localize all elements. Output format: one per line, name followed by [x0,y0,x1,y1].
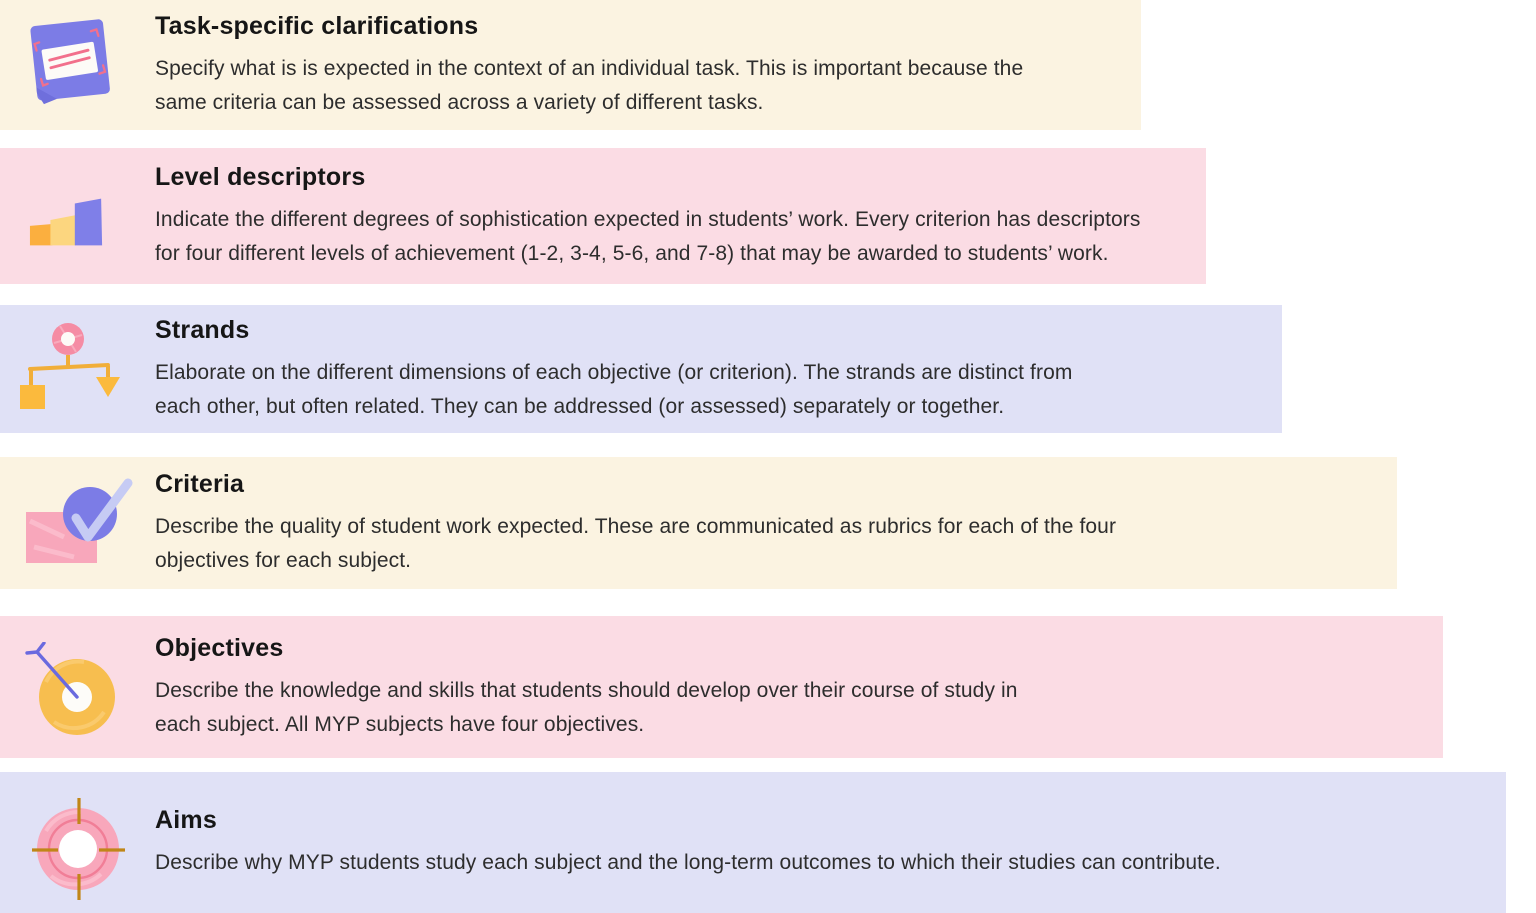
row-description-line: same criteria can be assessed across a variety of different tasks. [155,90,764,114]
row-title: Aims [155,806,217,834]
row-description-line: Indicate the different degrees of sophistication expected in students’ work. Every criterion has descriptors [155,207,1141,231]
target-crosshair-icon [26,786,130,913]
row-title: Task-specific clarifications [155,11,479,40]
hierarchy-icon [20,319,120,413]
row-description-line: each other, but often related. They can be addressed (or assessed) separately or together. [155,394,1005,418]
row-description-line: Describe why MYP students study each subject and the long-term outcomes to which their studies can contribute. [155,851,1221,874]
row-description-line: Elaborate on the different dimensions of each objective (or criterion). The strands are distinct from [155,360,1073,384]
row-description-line: each subject. All MYP subjects have four objectives. [155,712,645,736]
row-aims [0,772,1506,913]
row-title: Criteria [155,469,245,498]
row-description-line: for four different levels of achievement (1-2, 3-4, 5-6, and 7-8) that may be awarded to students’ work. [155,241,1109,265]
row-title: Level descriptors [155,162,366,191]
row-content [155,469,1146,578]
row-description-line: Describe the quality of student work expected. These are communicated as rubrics for each of the four [155,514,1117,538]
row-criteria [0,457,1397,589]
row-strands [0,305,1282,433]
row-task-specific-clarifications [0,0,1141,130]
clipboard-note-icon [24,8,120,116]
row-description-line: Specify what is is expected in the context of an individual task. This is important because the [155,56,1024,80]
dartboard-icon [24,642,124,740]
row-description-line: Describe the knowledge and skills that students should develop over their course of study in [155,678,1018,702]
row-title: Strands [155,315,250,344]
checkmark-square-icon [24,477,136,573]
row-description-line: objectives for each subject. [155,548,412,572]
row-content [155,11,1053,120]
row-content [155,633,1048,742]
row-content [155,315,1102,424]
row-level-descriptors [0,148,1206,284]
row-content [155,162,1170,271]
row-title: Objectives [155,633,284,662]
row-objectives [0,616,1443,758]
bar-chart-icon [28,196,106,248]
row-content [155,805,1251,880]
